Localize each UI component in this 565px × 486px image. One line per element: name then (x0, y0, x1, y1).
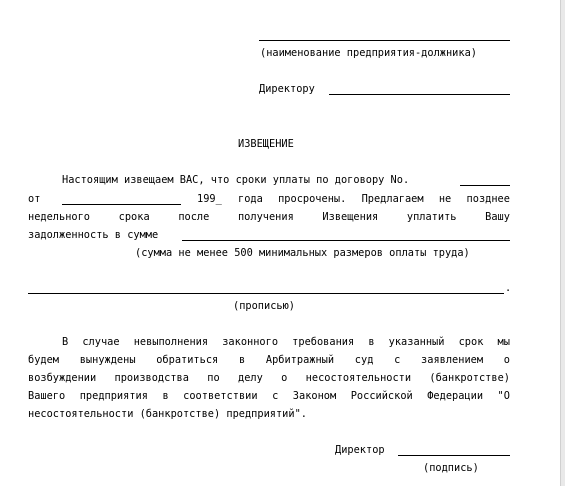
word: "О (497, 390, 510, 402)
word: вынуждены (79, 354, 136, 366)
word: срока (118, 211, 150, 223)
amount-line-period: . (505, 282, 512, 294)
word: получения (237, 211, 294, 223)
word: Российской (350, 390, 413, 402)
amount-note: (сумма не менее 500 минимальных размеров оплаты труда) (135, 247, 470, 259)
paragraph-2-line-4 (28, 389, 510, 403)
word: случае (82, 336, 120, 348)
debtor-name-line (259, 40, 510, 41)
contract-number-line (460, 185, 510, 186)
word: в (238, 354, 246, 366)
word: будем (28, 354, 59, 366)
word: Законом (292, 390, 337, 402)
word: Арбитражный (265, 354, 335, 366)
word: Вашего (28, 390, 66, 402)
word: по (207, 372, 220, 384)
word: Федерации (427, 390, 484, 402)
paragraph-2-line-1 (62, 335, 510, 349)
debtor-caption: (наименование предприятия-должника) (260, 47, 477, 59)
word: возбуждении (28, 372, 97, 384)
signature-caption: (подпись) (423, 462, 479, 474)
amount-in-words-line (28, 293, 504, 294)
word: несостоятельности (305, 372, 412, 384)
word: с (394, 354, 401, 366)
word: просрочены. (278, 193, 347, 205)
paragraph-2-line-3 (28, 371, 510, 385)
word: позднее (466, 193, 510, 205)
word: о (503, 354, 510, 366)
word: В (62, 336, 69, 348)
word: после (178, 211, 210, 223)
year-text: 199_ (197, 193, 222, 205)
body-line-3 (28, 210, 510, 224)
word: срок (458, 336, 484, 348)
word: Вашу (485, 211, 510, 223)
body-line-4: задолженность в сумме (28, 229, 159, 241)
document-title: ИЗВЕЩЕНИЕ (238, 138, 294, 150)
word: (банкротстве) (429, 372, 510, 384)
word: заявлением (421, 354, 484, 366)
body-line-1: Настоящим извещаем ВАС, что сроки уплаты по договору No. (62, 174, 410, 186)
paragraph-2-line-5: несостоятельности (банкротстве) предприятий". (28, 408, 307, 420)
word: в (368, 336, 375, 348)
word: делу (238, 372, 263, 384)
word: о (281, 372, 288, 384)
body-line-2-tail (238, 192, 510, 206)
word: недельного (28, 211, 90, 223)
word: законного (222, 336, 279, 348)
word: требования (292, 336, 355, 348)
paragraph-2-line-2 (28, 353, 510, 367)
in-words-caption: (прописью) (233, 300, 295, 312)
word: суд (354, 354, 374, 366)
word: невыполнения (133, 336, 209, 348)
word: мы (497, 336, 510, 348)
word: уплатить (406, 211, 457, 223)
signature-director-label: Директор (335, 444, 385, 456)
word: обратиться (156, 354, 219, 366)
signature-line (398, 455, 510, 456)
word: указанный (388, 336, 445, 348)
word: с (272, 390, 279, 402)
word: Извещения (322, 211, 379, 223)
contract-date-line (62, 204, 181, 205)
director-name-line (329, 94, 510, 95)
director-label: Директору (259, 83, 315, 95)
word: в (162, 390, 169, 402)
word: соответствии (183, 390, 258, 402)
word: Предлагаем (361, 193, 424, 205)
word: производства (114, 372, 189, 384)
window-edge (560, 0, 565, 486)
amount-line (182, 240, 510, 241)
word: года (238, 193, 263, 205)
word: предприятия (79, 390, 148, 402)
from-label: от (28, 193, 41, 205)
word: не (438, 193, 452, 205)
